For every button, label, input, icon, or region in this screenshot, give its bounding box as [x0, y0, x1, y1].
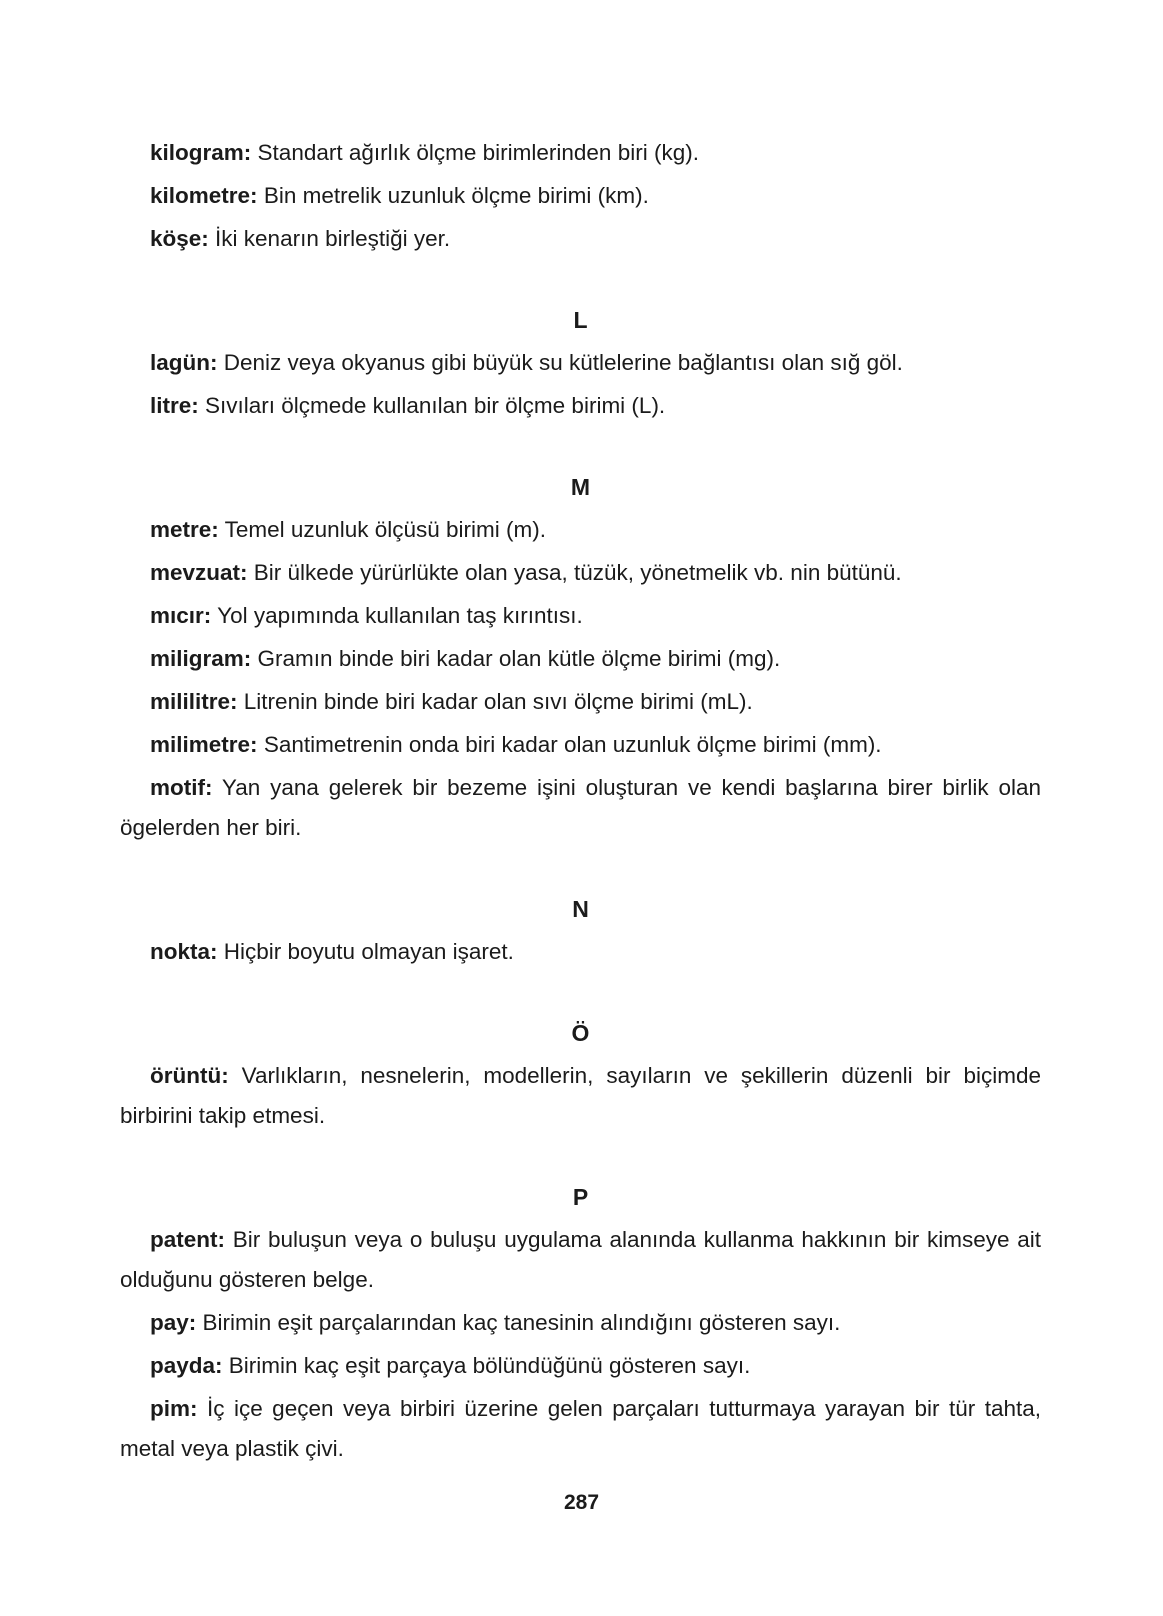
entry-definition: Hiçbir boyutu olmayan işaret.	[223, 939, 514, 964]
glossary-entry	[120, 176, 1041, 216]
glossary-content	[120, 133, 1041, 1472]
entry-term: mıcır:	[150, 603, 212, 628]
entry-definition: Birimin kaç eşit parçaya bölündüğünü gösteren sayı.	[228, 1353, 751, 1378]
glossary-entry	[120, 639, 1041, 679]
section-heading: L	[573, 307, 588, 333]
entry-definition: Gramın binde biri kadar olan kütle ölçme birimi (mg).	[257, 646, 781, 671]
entry-definition: Yan yana gelerek bir bezeme işini oluşturan ve kendi başlarına birer birlik olan ögelerden her biri.	[120, 775, 1041, 840]
entry-term: örüntü:	[150, 1063, 229, 1088]
glossary-entry	[120, 725, 1041, 765]
entry-term: lagün:	[150, 350, 218, 375]
entry-term: kilometre:	[150, 183, 258, 208]
glossary-entry	[120, 596, 1041, 636]
entry-definition: Birimin eşit parçalarından kaç tanesinin alındığını gösteren sayı.	[202, 1310, 841, 1335]
entry-term: litre:	[150, 393, 199, 418]
glossary-entry	[120, 133, 1041, 173]
glossary-entry	[120, 682, 1041, 722]
entry-term: kilogram:	[150, 140, 252, 165]
entry-definition: Deniz veya okyanus gibi büyük su kütlelerine bağlantısı olan sığ göl.	[223, 350, 903, 375]
glossary-section	[120, 467, 1041, 848]
entry-definition: Bin metrelik uzunluk ölçme birimi (km).	[263, 183, 649, 208]
entry-term: pim:	[150, 1396, 198, 1421]
section-heading: Ö	[571, 1020, 590, 1046]
entry-term: mililitre:	[150, 689, 238, 714]
glossary-entry	[120, 932, 1041, 972]
entry-term: pay:	[150, 1310, 197, 1335]
section-heading: M	[570, 474, 591, 500]
entry-definition: Temel uzunluk ölçüsü birimi (m).	[224, 517, 546, 542]
entry-term: payda:	[150, 1353, 223, 1378]
glossary-entry	[120, 386, 1041, 426]
entry-definition: İki kenarın birleştiği yer.	[215, 226, 451, 251]
entry-definition: Yol yapımında kullanılan taş kırıntısı.	[217, 603, 583, 628]
glossary-section	[120, 300, 1041, 426]
entry-definition: Bir ülkede yürürlükte olan yasa, tüzük, yönetmelik vb. nin bütünü.	[253, 560, 902, 585]
glossary-entry	[120, 1346, 1041, 1386]
entry-definition: Bir buluşun veya o buluşu uygulama alanında kullanma hakkının bir kimseye ait olduğunu gösteren belge.	[120, 1227, 1041, 1292]
glossary-entry	[120, 768, 1041, 848]
page-number: 287	[563, 1491, 600, 1514]
glossary-entry	[120, 553, 1041, 593]
glossary-entry	[120, 510, 1041, 550]
glossary-entry	[120, 219, 1041, 259]
entry-term: patent:	[150, 1227, 225, 1252]
entry-definition: Litrenin binde biri kadar olan sıvı ölçme birimi (mL).	[243, 689, 753, 714]
glossary-entry	[120, 343, 1041, 383]
entry-term: metre:	[150, 517, 219, 542]
entry-term: milimetre:	[150, 732, 258, 757]
section-heading: P	[572, 1184, 589, 1210]
entry-term: mevzuat:	[150, 560, 248, 585]
glossary-section	[120, 889, 1041, 972]
entry-term: köşe:	[150, 226, 209, 251]
glossary-section	[120, 133, 1041, 259]
entry-term: motif:	[150, 775, 213, 800]
section-heading: N	[572, 896, 589, 922]
entry-term: nokta:	[150, 939, 218, 964]
glossary-entry	[120, 1389, 1041, 1469]
glossary-entry	[120, 1220, 1041, 1300]
entry-definition: Varlıkların, nesnelerin, modellerin, sayıların ve şekillerin düzenli bir biçimde birbirini takip etmesi.	[120, 1063, 1041, 1128]
entry-definition: İç içe geçen veya birbiri üzerine gelen parçaları tutturmaya yarayan bir tür tahta, metal veya plastik çivi.	[120, 1396, 1041, 1461]
entry-term: miligram:	[150, 646, 252, 671]
entry-definition: Standart ağırlık ölçme birimlerinden biri (kg).	[257, 140, 699, 165]
glossary-section	[120, 1013, 1041, 1136]
entry-definition: Santimetrenin onda biri kadar olan uzunluk ölçme birimi (mm).	[263, 732, 882, 757]
glossary-entry	[120, 1303, 1041, 1343]
glossary-entry	[120, 1056, 1041, 1136]
glossary-section	[120, 1177, 1041, 1469]
entry-definition: Sıvıları ölçmede kullanılan bir ölçme birimi (L).	[205, 393, 666, 418]
